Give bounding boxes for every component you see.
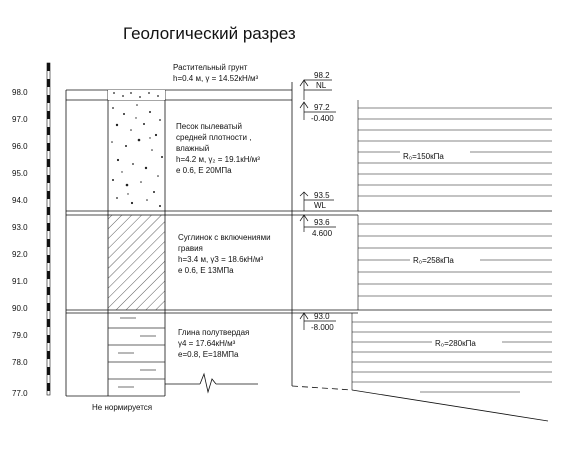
clay-fill <box>108 318 165 387</box>
layer-text: гравия <box>178 244 203 253</box>
level-code: 4.600 <box>312 229 333 238</box>
resistance-label: R₀=258кПа <box>413 256 454 265</box>
elevation-label: 79.0 <box>12 331 28 340</box>
layer-description-topsoil <box>173 63 259 83</box>
resistance-label: R₀=150кПа <box>403 152 444 161</box>
layer-text: e 0.6, E 13МПа <box>178 266 234 275</box>
level-value: 93.0 <box>314 312 330 321</box>
layer-text: h=0.4 м, γ = 14.52кН/м³ <box>173 74 259 83</box>
elevation-labels <box>12 88 28 398</box>
resistance-label: R₀=280кПа <box>435 339 476 348</box>
layer-text: Суглинок с включениями <box>178 233 271 242</box>
layer-text: влажный <box>176 144 210 153</box>
level-value: 97.2 <box>314 103 330 112</box>
layer-text: e=0.8, E=18МПа <box>178 350 239 359</box>
break-line <box>165 374 548 421</box>
level-value: 93.5 <box>314 191 330 200</box>
level-value: 98.2 <box>314 71 330 80</box>
elevation-label: 95.0 <box>12 169 28 178</box>
elevation-scale-bar <box>47 63 50 395</box>
elevation-label: 94.0 <box>12 196 28 205</box>
layer-text: h=4.2 м, γ₂ = 19.1кН/м³ <box>176 155 260 164</box>
elevation-label: 91.0 <box>12 277 28 286</box>
layer-text: e 0.6, E 20МПа <box>176 166 232 175</box>
resistance-zones <box>352 100 552 392</box>
elevation-label: 78.0 <box>12 358 28 367</box>
layer-description-clay <box>178 328 249 359</box>
elevation-label: 97.0 <box>12 115 28 124</box>
layer-text: γ4 = 17.64кН/м³ <box>178 339 236 348</box>
layer-text: Растительный грунт <box>173 63 248 72</box>
elevation-label: 77.0 <box>12 389 28 398</box>
page-title: Геологический разрез <box>123 24 296 43</box>
elevation-label: 96.0 <box>12 142 28 151</box>
elevation-label: 93.0 <box>12 223 28 232</box>
level-code: -0.400 <box>311 114 334 123</box>
elevation-label: 92.0 <box>12 250 28 259</box>
layer-text: Глина полутвердая <box>178 328 250 337</box>
layer-description-sand <box>176 122 260 175</box>
level-value: 93.6 <box>314 218 330 227</box>
layer-text: средней плотности , <box>176 133 252 142</box>
loam-fill <box>108 215 165 310</box>
level-code: -8.000 <box>311 323 334 332</box>
sand-fill <box>111 104 163 207</box>
level-code: WL <box>314 201 326 210</box>
elevation-label: 98.0 <box>12 88 28 97</box>
layer-text: h=3.4 м, γ3 = 18.6кН/м³ <box>178 255 264 264</box>
layer-text: Песок пылеватый <box>176 122 242 131</box>
layer-description-loam <box>178 233 271 275</box>
level-code: NL <box>316 81 327 90</box>
elevation-label: 90.0 <box>12 304 28 313</box>
bottom-note: Не нормируется <box>92 403 153 412</box>
topsoil-fill <box>108 90 165 100</box>
